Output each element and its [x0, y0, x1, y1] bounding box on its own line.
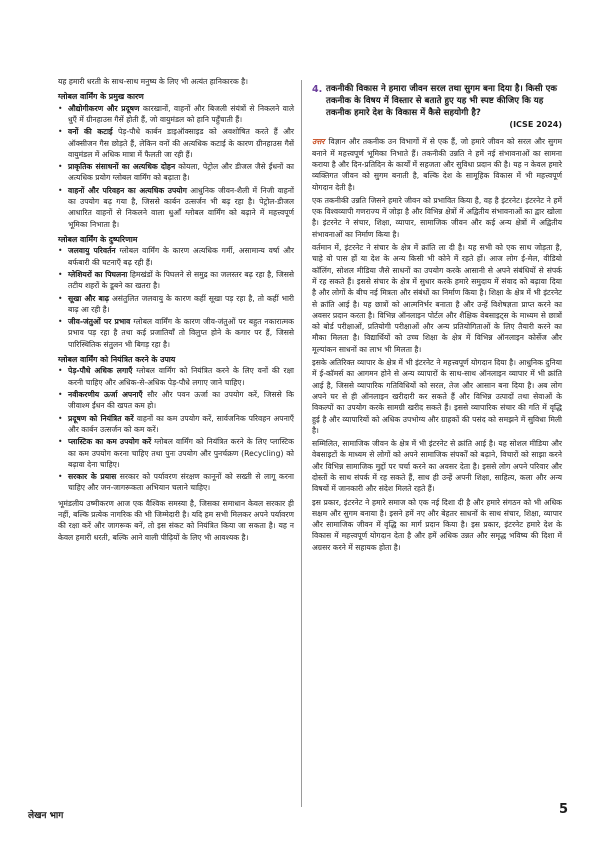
list-item: • प्रदूषण को नियंत्रित करें वाहनों का कम उपयोग करें, सार्वजनिक परिवहन अपनाएँ और कार्बन उत्सर्जन को कम करें। [58, 413, 294, 434]
question-block [312, 84, 562, 130]
list-item: • औद्योगीकरण और प्रदूषण कारखानों, वाहनों और बिजली संयंत्रों से निकलने वाले धुएँ में ग्रीनहाउस गैसें होती हैं, जो वायुमंडल को हानि पहुँचाती हैं। [58, 103, 294, 124]
list-item: • ग्लेशियरों का पिघलना हिमखंडों के पिघलने से समुद्र का जलस्तर बढ़ रहा है, जिससे तटीय शहरों के डूबने का खतरा है। [58, 269, 295, 291]
column-divider [301, 80, 302, 807]
control-heading: ग्लोबल वार्मिंग को नियंत्रित करने के उपाय [58, 355, 176, 365]
bullet-icon: • [58, 127, 63, 137]
causes-heading: ग्लोबल वार्मिंग के प्रमुख कारण [58, 92, 144, 102]
control-list [58, 365, 294, 493]
page-number: 5 [558, 802, 568, 817]
intro-text: यह हमारी धरती के साथ-साथ मनुष्य के लिए भी अत्यंत हानिकारक है। [58, 77, 249, 86]
bullet-icon: • [58, 185, 63, 195]
list-item: • प्राकृतिक संसाधनों का अत्यधिक दोहन कोयला, पेट्रोल और डीजल जैसे ईंधनों का अत्यधिक प्रयोग ग्लोबल वार्मिंग को बढ़ाता है। [58, 162, 295, 183]
bullet-icon: • [58, 390, 63, 400]
question-number: 4. [312, 84, 323, 95]
bullet-icon: • [58, 413, 63, 423]
footer-section-label: लेखन भाग [28, 811, 64, 821]
answer-label: उत्तर [312, 137, 325, 147]
list-item: • नवीकरणीय ऊर्जा अपनाएँ सौर और पवन ऊर्जा का उपयोग करें, जिससे कि जीवाश्म ईंधन की खपत कम हो। [58, 390, 294, 411]
question-text: तकनीकी विकास ने हमारा जीवन सरल तथा सुगम बना दिया है। किसी एक तकनीक के विषय में विस्तार से बताते हुए यह भी स्पष्ट कीजिए कि यह तकनीक हमारे देश के विकास में कैसे सहयोगी है? [326, 84, 557, 118]
causes-list [58, 103, 294, 230]
bullet-icon: • [58, 269, 63, 279]
right-column [312, 84, 562, 555]
bullet-icon: • [58, 293, 63, 303]
list-item: • वाहनों और परिवहन का अत्यधिक उपयोग आधुनिक जीवन-शैली में निजी वाहनों का उपयोग बढ़ गया है, जिससे कार्बन उत्सर्जन भी बढ़ रहा है। पेट्रोल-डीजल आधारित वाहनों से निकलने वाला धुआँ ग्लोबल वार्मिंग को बढ़ाने में महत्त्वपूर्ण भूमिका निभाता है। [58, 185, 294, 229]
list-item: • पेड़-पौधे अधिक लगाएँ ग्लोबल वार्मिंग को नियंत्रित करने के लिए वनों की रक्षा करनी चाहिए और अधिक-से-अधिक पेड़-पौधे लगाए जाने चाहिए। [58, 366, 295, 387]
list-item: • प्लास्टिक का कम उपयोग करें ग्लोबल वार्मिंग को नियंत्रित करने के लिए प्लास्टिक का कम उपयोग करना चाहिए तथा पुनः उपयोग और पुनर्चक्रण (Recycling) को बढ़ावा देना चाहिए। [58, 437, 294, 469]
bullet-icon: • [58, 317, 63, 327]
bullet-icon: • [58, 246, 63, 256]
answer-paragraph: इसके अतिरिक्त व्यापार के क्षेत्र में भी इंटरनेट ने महत्त्वपूर्ण योगदान दिया है। आधुनिक दुनिया में ई-कॉमर्स का आगमन होने से अन्य व्यापारों के साथ-साथ ऑनलाइन व्यापार में भी क्रांति आई है, जिससे व्यापारिक गतिविधियों को सरल, तेज और आसान बना दिया है। अब लोग अपने घर से ही ऑनलाइन खरीदारी कर सकते हैं और विभिन्न उत्पादों तथा सेवाओं के विकल्पों का उपयोग करके सामग्री खरीद सकते हैं। इससे व्यापारिक संचार की गति में वृद्धि हुई है और व्यापारियों को अधिक उपभोग्य और ग्राहकों की पसंद को समझने में सुविधा मिली है। [312, 358, 562, 435]
question-source: (ICSE 2024) [509, 120, 562, 130]
list-item: • वनों की कटाई पेड़-पौधे कार्बन डाइऑक्साइड को अवशोषित करते हैं और ऑक्सीजन गैस छोड़ते हैं, लेकिन वनों की अत्यधिक कटाई के कारण ग्रीनहाउस गैसें वायुमंडल में अधिक मात्रा में फैलती जा रही हैं। [58, 127, 295, 159]
answer-paragraph: वर्तमान में, इंटरनेट ने संचार के क्षेत्र में क्रांति ला दी है। यह सभी को एक साथ जोड़ता है, चाहे वो पास हों या देश के अन्य किसी भी कोने में रहते हों। आज लोग ई-मेल, वीडियो कॉलिंग, सोशल मीडिया जैसे साधनों का उपयोग करके आसानी से अपने संबंधियों से संपर्क में रह सकते हैं। इससे संचार के क्षेत्र में सुधार करके हमारे समुदाय में संवाद को बढ़ावा दिया है और लोगों के बीच नई मित्रता और संबंधों का निर्माण किया है। शिक्षा के क्षेत्र में भी इंटरनेट से क्रांति आई है। यह छात्रों को आत्मनिर्भर बनाता है और उन्हें विशेषज्ञता प्राप्त करने का अवसर प्रदान करता है। विभिन्न ऑनलाइन पोर्टल और शैक्षिक वेबसाइट्स के माध्यम से छात्रों को बोर्ड परीक्षाओं, प्रतियोगी परीक्षाओं और अन्य प्रतियोगिताओं के लिए तैयारी करने का मौका मिलता है। विद्यार्थियों को उच्च शिक्षा के क्षेत्र में विभिन्न ऑनलाइन कोर्सेज और मूल्यांकन साधनों का लाभ भी मिलता है। [312, 243, 562, 354]
effects-heading: ग्लोबल वार्मिंग के दुष्परिणाम [58, 234, 138, 244]
bullet-icon: • [58, 472, 63, 482]
answer-paragraph: एक तकनीकी उन्नति जिसने हमारे जीवन को प्रभावित किया है, वह है इंटरनेट। इंटरनेट ने हमें एक विश्वव्यापी गणराज्य में जोड़ा है और विभिन्न क्षेत्रों में अद्वितीय संभावनाओं का द्वार खोला है। इंटरनेट ने संचार, शिक्षा, व्यापार, सामाजिक जीवन और कई अन्य क्षेत्रों में अद्वितीय संभावनाओं का निर्माण किया है। [312, 195, 562, 239]
answer-paragraph: सम्मिलित, सामाजिक जीवन के क्षेत्र में भी इंटरनेट से क्रांति आई है। यह सोशल मीडिया और वेबसाइटों के माध्यम से लोगों को अपने सामाजिक संपर्कों को बढ़ाने, विचारों को साझा करने और विभिन्न सामाजिक मुद्दों पर चर्चा करने का अवसर देता है। इससे लोग अपने परिवार और दोस्तों के साथ संपर्क में रह सकते हैं, साथ ही उन्हें अपनी शिक्षा, साहित्य, कला और अन्य विषयों में जानकारी और संदेश मिलते रहते हैं। [312, 439, 562, 494]
bullet-icon: • [58, 103, 63, 113]
list-item: • सरकार के प्रयास सरकार को पर्यावरण संरक्षण कानूनों को सख्ती से लागू करना चाहिए और जन-जागरूकता अभियान चलाने चाहिए। [58, 472, 294, 493]
answer-paragraph: इस प्रकार, इंटरनेट ने हमारे समाज को एक नई दिशा दी है और हमारे संगठन को भी अधिक सक्षम और सुगम बनाया है। इसने हमें नए और बेहतर साधनों के साथ संचार, शिक्षा, व्यापार और सामाजिक जीवन में वृद्धि का मार्ग प्रदान किया है। इस प्रकार, इंटरनेट हमारे देश के विकास में महत्त्वपूर्ण योगदान देता है और हमें अधिक उन्नत और समृद्ध भविष्य की दिशा में अग्रसर करने में सहायक होता है। [312, 497, 562, 552]
bullet-icon: • [58, 162, 63, 172]
effects-list [58, 245, 294, 350]
list-item: • जीव-जंतुओं पर प्रभाव ग्लोबल वार्मिंग के कारण जीव-जंतुओं पर बहुत नकारात्मक प्रभाव पड़ रहा है तथा कई प्रजातियाँ तो विलुप्त होने के कगार पर हैं, जिससे पारिस्थितिक संतुलन भी बिगड़ रहा है। [58, 317, 294, 349]
conclusion-text: भूमंडलीय उष्मीकरण आज एक वैश्विक समस्या है, जिसका समाधान केवल सरकार ही नहीं, बल्कि प्रत्येक नागरिक की भी जिम्मेदारी है। यदि हम सभी मिलकर अपने पर्यावरण की रक्षा करें और जागरूक बनें, तो इस संकट को नियंत्रित किया जा सकता है। यह न केवल हमारी धरती, बल्कि आने वाली पीढ़ियों के लिए भी आवश्यक है। [58, 498, 294, 542]
list-item: • सूखा और बाढ़ असंतुलित जलवायु के कारण कहीं सूखा पड़ रहा है, तो कहीं भारी बाढ़ आ रही है। [58, 293, 294, 314]
answer-paragraph: उत्तर विज्ञान और तकनीक उन विभागों में से एक हैं, जो हमारे जीवन को सरल और सुगम बनाने में महत्त्वपूर्ण भूमिका निभाते हैं। तकनीकी उन्नति ने हमें नई संभावनाओं का सामना कराया है और दिन-प्रतिदिन के कार्यों में सहजता और सुविधा प्रदान की है। यह न केवल हमारे व्यक्तिगत जीवन को सुगम बनाती है, बल्कि देश के सामूहिक विकास में भी महत्त्वपूर्ण योगदान देती है। [312, 137, 562, 192]
bullet-icon: • [58, 366, 63, 376]
list-item: • जलवायु परिवर्तन ग्लोबल वार्मिंग के कारण अत्यधिक गर्मी, असामान्य वर्षा और बर्फबारी की घटनाएँ बढ़ रही हैं। [58, 246, 294, 267]
bullet-icon: • [58, 437, 63, 447]
left-column [58, 76, 294, 543]
